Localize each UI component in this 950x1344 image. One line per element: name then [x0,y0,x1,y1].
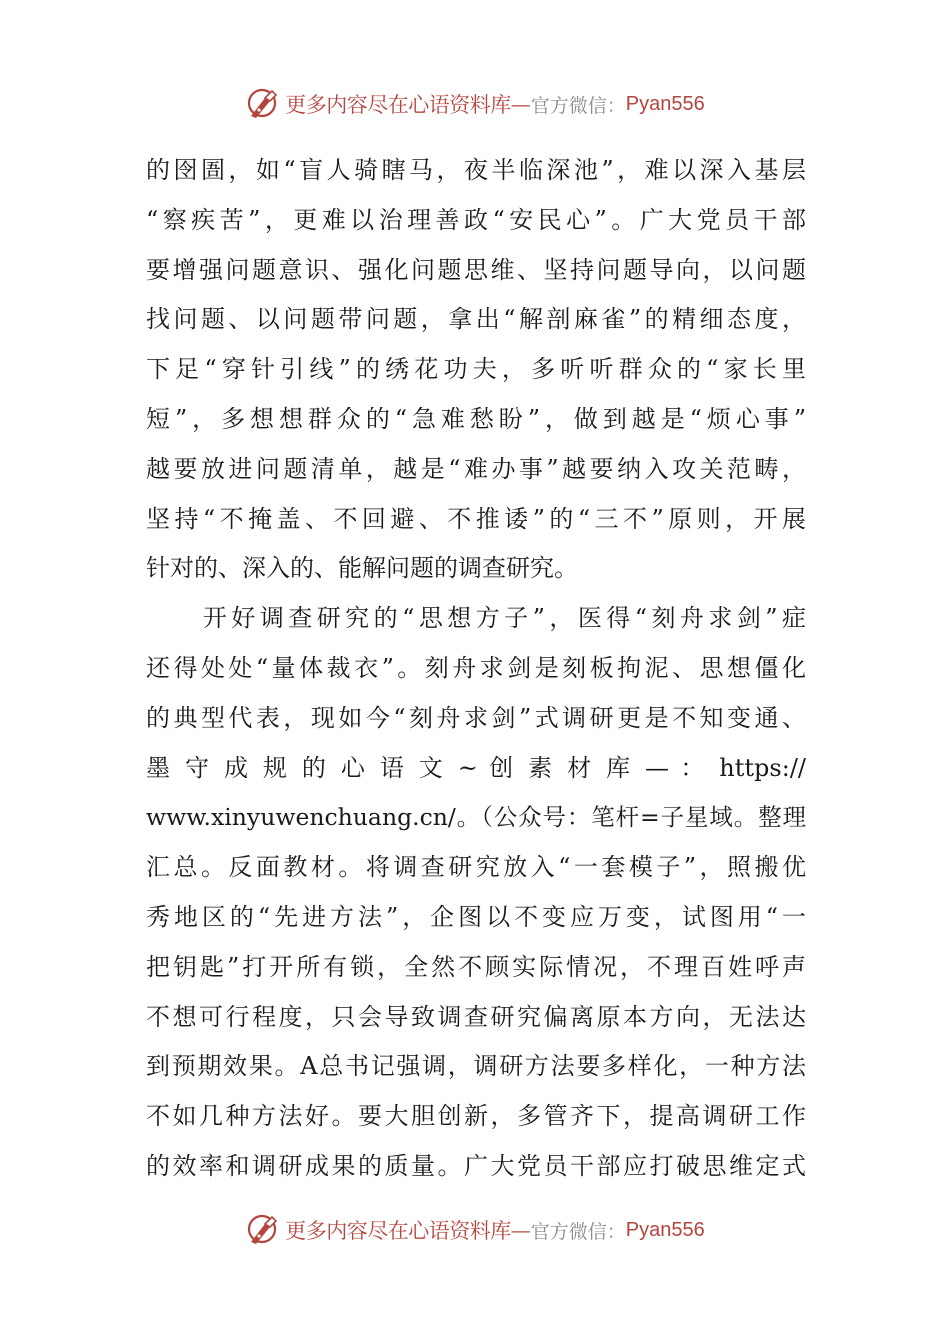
header-banner [0,84,950,124]
banner-dash: — [510,92,531,116]
text-line: 不如几种方法好。要大胆创新，多管齐下，提高调研工作 [146,1102,806,1131]
text-line: 的效率和调研成果的质量。广大党员干部应打破思维定式 [146,1151,806,1180]
text-line: 汇总。反面教材。将调查研究放入“一套模子”，照搬优 [146,853,806,882]
banner-brand-text: 更多内容尽在心语资料库 [285,93,511,117]
text-line: 还得处处“量体裁衣”。刻舟求剑是刻板拘泥、思想僵化 [146,653,806,682]
text-line: 的囹圄，如“盲人骑瞎马，夜半临深池”，难以深入基层 [146,156,806,184]
text-line: 下足“穿针引线”的绣花功夫，多听听群众的“家长里 [146,355,806,384]
text-line: 把钥匙”打开所有锁，全然不顾实际情况，不理百姓呼声 [146,952,806,981]
text-line: www.xinyuwenchuang.cn/。（公众号：笔杆=子星域。整理 [146,803,806,832]
pen-nib-logo-icon [245,86,281,122]
text-line: 到预期效果。A总书记强调，调研方法要多样化，一种方法 [146,1052,806,1081]
text-line: 越要放进问题清单，越是“难办事”越要纳入攻关范畴， [146,454,806,483]
text-line: 不想可行程度，只会导致调查研究偏离原本方向，无法达 [146,1002,806,1031]
text-line: 秀地区的“先进方法”，企图以不变应万变，试图用“一 [146,902,806,931]
text-line: 找问题、以问题带问题，拿出“解剖麻雀”的精细态度， [146,305,806,334]
text-line: 的典型代表，现如今“刻舟求剑”式调研更是不知变通、 [146,703,806,732]
text-line: 墨 守 成 规 的 心 语 文 ~ 创 素 材 库 — ： https:// [146,753,806,782]
text-line: 坚持“不掩盖、不回避、不推诿”的“三不”原则，开展 [146,504,806,533]
banner-wechat-label: 官方微信： [530,94,626,117]
banner-brand-text: 更多内容尽在心语资料库 [285,1219,511,1243]
text-line: 短”，多想想群众的“急难愁盼”，做到越是“烦心事” [146,404,806,433]
document-body [146,146,806,1192]
banner-wechat-id: Pyan556 [625,1218,705,1241]
banner-wechat-id: Pyan556 [625,92,705,115]
pen-nib-logo-icon [245,1212,281,1248]
text-line: 开好调查研究的“思想方子”，医得“刻舟求剑”症 [146,604,806,633]
banner-dash: — [510,1218,531,1242]
text-line: “察疾苦”，更难以治理善政“安民心”。广大党员干部 [146,205,806,234]
text-line: 针对的、深入的、能解问题的调查研究。 [146,554,578,583]
footer-banner [0,1210,950,1250]
text-line: 要增强问题意识、强化问题思维、坚持问题导向，以问题 [146,255,806,284]
banner-wechat-label: 官方微信： [530,1220,626,1243]
